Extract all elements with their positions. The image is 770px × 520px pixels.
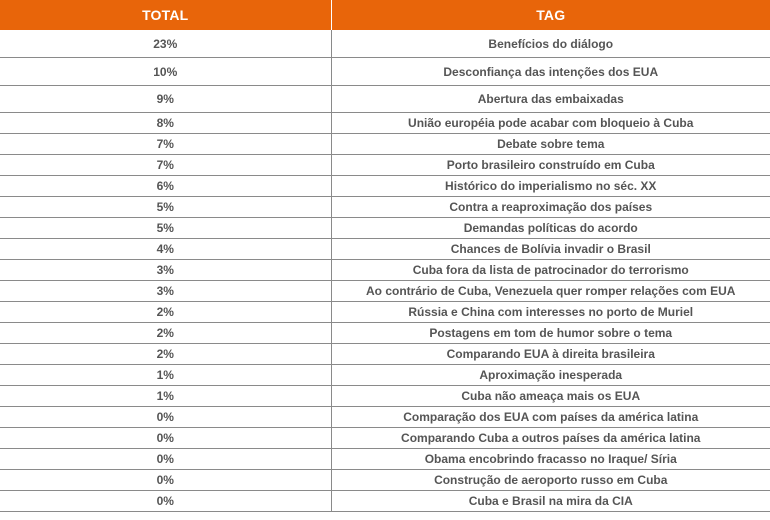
- table-row: [0, 134, 770, 155]
- tag-cell: Debate sobre tema: [331, 134, 770, 155]
- tag-cell: Abertura das embaixadas: [331, 86, 770, 113]
- table-row: [0, 449, 770, 470]
- table-row: [0, 86, 770, 113]
- tag-cell: União européia pode acabar com bloqueio à Cuba: [331, 113, 770, 134]
- tag-cell: Contra a reaproximação dos países: [331, 197, 770, 218]
- tag-cell: Desconfiança das intenções dos EUA: [331, 58, 770, 86]
- table-row: [0, 218, 770, 239]
- total-cell: 9%: [0, 86, 331, 113]
- table-row: [0, 281, 770, 302]
- total-cell: 5%: [0, 218, 331, 239]
- tag-cell: Histórico do imperialismo no séc. XX: [331, 176, 770, 197]
- table-row: [0, 302, 770, 323]
- total-cell: 8%: [0, 113, 331, 134]
- table-row: [0, 260, 770, 281]
- table-row: [0, 155, 770, 176]
- table-row: [0, 113, 770, 134]
- total-cell: 3%: [0, 260, 331, 281]
- total-cell: 0%: [0, 491, 331, 512]
- tag-cell: Rússia e China com interesses no porto de Muriel: [331, 302, 770, 323]
- tag-cell: Cuba não ameaça mais os EUA: [331, 386, 770, 407]
- header-row: [0, 0, 770, 30]
- tag-cell: Porto brasileiro construído em Cuba: [331, 155, 770, 176]
- tag-cell: Obama encobrindo fracasso no Iraque/ Síria: [331, 449, 770, 470]
- table-row: [0, 58, 770, 86]
- table-row: [0, 30, 770, 58]
- table-row: [0, 239, 770, 260]
- total-cell: 1%: [0, 386, 331, 407]
- tag-cell: Cuba fora da lista de patrocinador do terrorismo: [331, 260, 770, 281]
- tag-cell: Construção de aeroporto russo em Cuba: [331, 470, 770, 491]
- table-row: [0, 176, 770, 197]
- tag-cell: Aproximação inesperada: [331, 365, 770, 386]
- tag-cell: Comparando EUA à direita brasileira: [331, 344, 770, 365]
- table-row: [0, 197, 770, 218]
- total-cell: 7%: [0, 134, 331, 155]
- tag-column-header: TAG: [331, 0, 770, 30]
- total-cell: 0%: [0, 449, 331, 470]
- table-row: [0, 344, 770, 365]
- total-cell: 0%: [0, 407, 331, 428]
- total-cell: 0%: [0, 428, 331, 449]
- total-cell: 23%: [0, 30, 331, 58]
- tag-cell: Postagens em tom de humor sobre o tema: [331, 323, 770, 344]
- total-column-header: TOTAL: [0, 0, 331, 30]
- tag-cell: Ao contrário de Cuba, Venezuela quer romper relações com EUA: [331, 281, 770, 302]
- total-cell: 6%: [0, 176, 331, 197]
- table-row: [0, 323, 770, 344]
- total-cell: 1%: [0, 365, 331, 386]
- tag-cell: Benefícios do diálogo: [331, 30, 770, 58]
- total-cell: 2%: [0, 344, 331, 365]
- table-row: [0, 470, 770, 491]
- table-row: [0, 386, 770, 407]
- table-row: [0, 365, 770, 386]
- table-row: [0, 428, 770, 449]
- total-cell: 5%: [0, 197, 331, 218]
- total-cell: 3%: [0, 281, 331, 302]
- tag-cell: Chances de Bolívia invadir o Brasil: [331, 239, 770, 260]
- total-cell: 7%: [0, 155, 331, 176]
- tag-cell: Demandas políticas do acordo: [331, 218, 770, 239]
- total-cell: 2%: [0, 302, 331, 323]
- table-row: [0, 407, 770, 428]
- tag-cell: Comparação dos EUA com países da américa latina: [331, 407, 770, 428]
- table-row: [0, 491, 770, 512]
- tag-cell: Cuba e Brasil na mira da CIA: [331, 491, 770, 512]
- total-cell: 0%: [0, 470, 331, 491]
- tag-cell: Comparando Cuba a outros países da américa latina: [331, 428, 770, 449]
- total-cell: 4%: [0, 239, 331, 260]
- total-cell: 2%: [0, 323, 331, 344]
- total-cell: 10%: [0, 58, 331, 86]
